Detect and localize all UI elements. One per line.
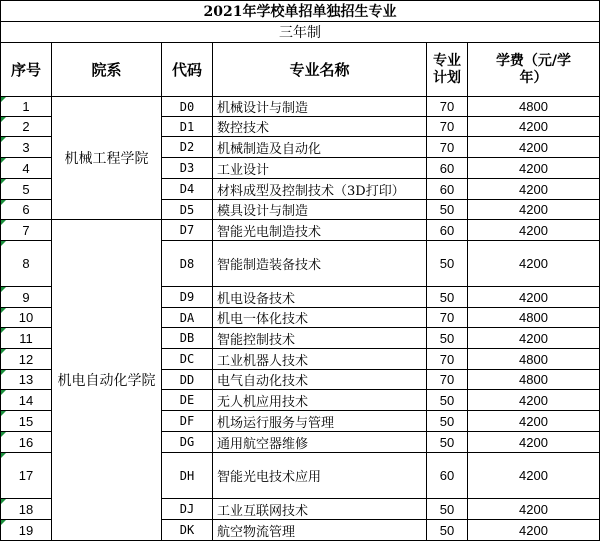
seq-cell: 3	[1, 137, 52, 158]
header-plan	[427, 43, 468, 97]
fee-cell: 4800	[468, 308, 600, 328]
fee-cell: 4200	[468, 328, 600, 349]
code-cell: DD	[162, 370, 213, 390]
seq-cell: 15	[1, 411, 52, 432]
code-cell: D4	[162, 179, 213, 200]
code-cell: D0	[162, 97, 213, 117]
code-cell: DB	[162, 328, 213, 349]
plan-cell: 70	[427, 349, 468, 370]
plan-cell: 70	[427, 117, 468, 137]
header-code: 代码	[162, 43, 213, 97]
major-cell: 模具设计与制造	[213, 200, 427, 220]
header-seq: 序号	[1, 43, 52, 97]
major-cell: 工业设计	[213, 158, 427, 179]
major-cell: 电气自动化技术	[213, 370, 427, 390]
major-cell: 工业互联网技术	[213, 499, 427, 520]
fee-cell: 4200	[468, 287, 600, 308]
plan-cell: 70	[427, 308, 468, 328]
code-cell: DC	[162, 349, 213, 370]
table-subtitle: 三年制	[1, 22, 600, 43]
plan-cell: 70	[427, 137, 468, 158]
plan-cell: 50	[427, 520, 468, 541]
major-cell: 机械设计与制造	[213, 97, 427, 117]
header-plan-line2: 计划	[433, 69, 461, 86]
seq-cell: 7	[1, 220, 52, 241]
code-cell: D9	[162, 287, 213, 308]
major-cell: 智能光电制造技术	[213, 220, 427, 241]
plan-cell: 50	[427, 411, 468, 432]
seq-cell: 16	[1, 432, 52, 453]
fee-cell: 4200	[468, 137, 600, 158]
header-plan-line1: 专业	[433, 52, 461, 69]
plan-cell: 60	[427, 453, 468, 499]
seq-cell: 18	[1, 499, 52, 520]
code-cell: DA	[162, 308, 213, 328]
code-cell: DE	[162, 390, 213, 411]
major-cell: 航空物流管理	[213, 520, 427, 541]
major-cell: 机场运行服务与管理	[213, 411, 427, 432]
code-cell: DF	[162, 411, 213, 432]
code-cell: D7	[162, 220, 213, 241]
fee-cell: 4800	[468, 349, 600, 370]
fee-cell: 4200	[468, 453, 600, 499]
header-fee	[468, 43, 600, 97]
code-cell: D8	[162, 241, 213, 287]
seq-cell: 11	[1, 328, 52, 349]
seq-cell: 8	[1, 241, 52, 287]
fee-cell: 4200	[468, 520, 600, 541]
code-cell: D1	[162, 117, 213, 137]
college-cell: 机械工程学院	[52, 97, 162, 220]
seq-cell: 14	[1, 390, 52, 411]
major-cell: 机电一体化技术	[213, 308, 427, 328]
header-major: 专业名称	[213, 43, 427, 97]
plan-cell: 50	[427, 287, 468, 308]
table-row	[1, 220, 600, 241]
code-cell: DH	[162, 453, 213, 499]
code-cell: D5	[162, 200, 213, 220]
code-cell: DG	[162, 432, 213, 453]
major-cell: 智能光电技术应用	[213, 453, 427, 499]
plan-cell: 60	[427, 220, 468, 241]
plan-cell: 50	[427, 499, 468, 520]
seq-cell: 12	[1, 349, 52, 370]
seq-cell: 19	[1, 520, 52, 541]
seq-cell: 13	[1, 370, 52, 390]
code-cell: D3	[162, 158, 213, 179]
code-cell: DJ	[162, 499, 213, 520]
code-cell: D2	[162, 137, 213, 158]
major-cell: 机电设备技术	[213, 287, 427, 308]
seq-cell: 9	[1, 287, 52, 308]
seq-cell: 4	[1, 158, 52, 179]
seq-cell: 17	[1, 453, 52, 499]
fee-cell: 4800	[468, 370, 600, 390]
plan-cell: 50	[427, 328, 468, 349]
major-cell: 无人机应用技术	[213, 390, 427, 411]
plan-cell: 60	[427, 179, 468, 200]
fee-cell: 4200	[468, 499, 600, 520]
table-title: 2021年学校单招单独招生专业	[1, 1, 600, 22]
fee-cell: 4200	[468, 390, 600, 411]
college-cell: 机电自动化学院	[52, 220, 162, 541]
plan-cell: 50	[427, 241, 468, 287]
fee-cell: 4200	[468, 220, 600, 241]
major-cell: 通用航空器维修	[213, 432, 427, 453]
code-cell: DK	[162, 520, 213, 541]
major-cell: 机械制造及自动化	[213, 137, 427, 158]
fee-cell: 4200	[468, 158, 600, 179]
major-cell: 数控技术	[213, 117, 427, 137]
plan-cell: 50	[427, 390, 468, 411]
header-fee-line1: 学费（元/学	[495, 52, 572, 69]
major-cell: 智能制造装备技术	[213, 241, 427, 287]
fee-cell: 4200	[468, 179, 600, 200]
fee-cell: 4200	[468, 200, 600, 220]
fee-cell: 4200	[468, 411, 600, 432]
fee-cell: 4200	[468, 117, 600, 137]
seq-cell: 6	[1, 200, 52, 220]
seq-cell: 5	[1, 179, 52, 200]
major-cell: 智能控制技术	[213, 328, 427, 349]
plan-cell: 50	[427, 432, 468, 453]
header-fee-line2: 年）	[519, 69, 548, 86]
header-college: 院系	[52, 43, 162, 97]
seq-cell: 2	[1, 117, 52, 137]
plan-cell: 70	[427, 370, 468, 390]
seq-cell: 1	[1, 97, 52, 117]
plan-cell: 50	[427, 200, 468, 220]
fee-cell: 4200	[468, 432, 600, 453]
fee-cell: 4200	[468, 241, 600, 287]
seq-cell: 10	[1, 308, 52, 328]
table-row	[1, 97, 600, 117]
major-cell: 工业机器人技术	[213, 349, 427, 370]
plan-cell: 70	[427, 97, 468, 117]
plan-cell: 60	[427, 158, 468, 179]
fee-cell: 4800	[468, 97, 600, 117]
major-cell: 材料成型及控制技术（3D打印）	[213, 179, 427, 200]
